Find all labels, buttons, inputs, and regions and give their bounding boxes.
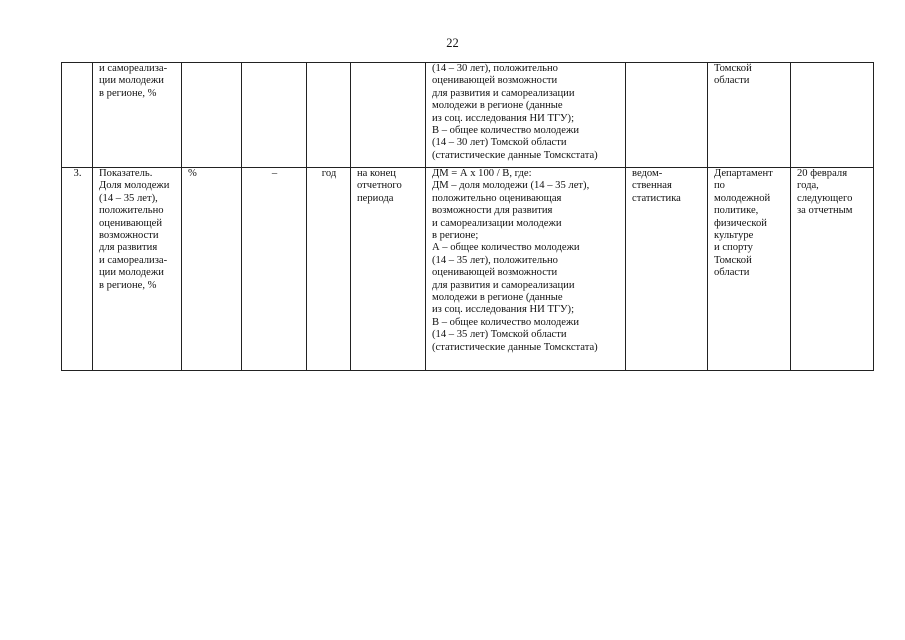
cell-formula-line: положительно оценивающая bbox=[432, 192, 562, 204]
cell-indicator-line: в регионе, % bbox=[99, 87, 157, 99]
cell-deadline-line: следующего bbox=[797, 192, 853, 204]
cell-formula bbox=[426, 168, 626, 371]
cell-time-line: отчетного bbox=[357, 180, 402, 192]
cell-indicator-line: для развития bbox=[99, 242, 158, 254]
cell-base bbox=[242, 168, 307, 371]
cell-formula-line: возможности для развития bbox=[432, 205, 553, 217]
cell-indicator bbox=[93, 63, 182, 168]
cell-formula-line: из соц. исследования НИ ТГУ); bbox=[432, 304, 575, 316]
cell-indicator-line: Показатель. bbox=[99, 168, 153, 179]
cell-indicator-line: оценивающей bbox=[99, 217, 163, 229]
cell-indicator-line: положительно bbox=[99, 205, 164, 217]
cell-formula-line: (14 – 35 лет) Томской области bbox=[432, 329, 567, 341]
cell-deadline bbox=[791, 168, 874, 371]
cell-number bbox=[62, 168, 93, 371]
cell-periodicity bbox=[307, 63, 351, 168]
cell-periodicity-text: год bbox=[321, 168, 337, 179]
indicator-table bbox=[61, 62, 874, 371]
cell-time bbox=[351, 63, 426, 168]
cell-responsible-line: молодежной bbox=[714, 192, 771, 204]
cell-formula-line: ДМ – доля молодежи (14 – 35 лет), bbox=[432, 180, 590, 192]
cell-time bbox=[351, 168, 426, 371]
cell-responsible-line: и спорту bbox=[714, 242, 753, 254]
cell-formula-line: (статистические данные Томскстата) bbox=[432, 341, 598, 353]
cell-responsible-line: Департамент bbox=[714, 168, 773, 179]
cell-indicator-line: возможности bbox=[99, 230, 159, 242]
cell-formula-line: для развития и самореализации bbox=[432, 279, 575, 291]
cell-unit bbox=[182, 168, 242, 371]
cell-number bbox=[62, 63, 93, 168]
page-number: 22 bbox=[446, 36, 459, 50]
cell-source-line: ведом- bbox=[632, 168, 663, 179]
cell-formula-line: В – общее количество молодежи bbox=[432, 316, 579, 328]
cell-source-line: ственная bbox=[632, 180, 672, 192]
cell-indicator-line: Доля молодежи bbox=[99, 180, 170, 192]
cell-indicator-line: и самореализа- bbox=[99, 254, 168, 266]
cell-deadline-line: года, bbox=[797, 180, 819, 192]
cell-responsible-line: физической bbox=[714, 217, 767, 229]
cell-formula-line: (14 – 30 лет), положительно bbox=[432, 63, 558, 74]
cell-indicator-line: в регионе, % bbox=[99, 279, 157, 291]
cell-formula-line: оценивающей возможности bbox=[432, 267, 558, 279]
cell-unit bbox=[182, 63, 242, 168]
cell-responsible bbox=[708, 63, 791, 168]
cell-source bbox=[626, 168, 708, 371]
cell-formula-line: из соц. исследования НИ ТГУ); bbox=[432, 112, 575, 124]
cell-indicator-line: ции молодежи bbox=[99, 75, 164, 87]
cell-responsible-line: области bbox=[714, 75, 750, 87]
cell-base-text: – bbox=[271, 168, 278, 179]
cell-responsible-line: Томской bbox=[714, 254, 752, 266]
cell-formula bbox=[426, 63, 626, 168]
cell-deadline-line: 20 февраля bbox=[797, 168, 848, 179]
cell-responsible-line: политике, bbox=[714, 205, 759, 217]
cell-formula-line: молодежи в регионе (данные bbox=[432, 100, 563, 112]
cell-formula-line: (14 – 30 лет) Томской области bbox=[432, 137, 567, 149]
cell-formula-line: ДМ = А х 100 / В, где: bbox=[432, 168, 532, 179]
cell-indicator-line: и самореализа- bbox=[99, 63, 168, 74]
cell-responsible-line: культуре bbox=[714, 230, 754, 242]
cell-responsible bbox=[708, 168, 791, 371]
cell-indicator-line: (14 – 35 лет), bbox=[99, 192, 158, 204]
cell-unit-text: % bbox=[188, 168, 197, 179]
cell-formula-line: для развития и самореализации bbox=[432, 87, 575, 99]
table-row bbox=[62, 168, 874, 371]
cell-formula-line: В – общее количество молодежи bbox=[432, 125, 579, 137]
cell-responsible-line: по bbox=[714, 180, 725, 192]
cell-indicator bbox=[93, 168, 182, 371]
cell-formula-line: молодежи в регионе (данные bbox=[432, 292, 563, 304]
cell-source bbox=[626, 63, 708, 168]
cell-time-line: периода bbox=[357, 192, 394, 204]
cell-number-text: 3. bbox=[73, 168, 82, 179]
cell-base bbox=[242, 63, 307, 168]
cell-formula-line: оценивающей возможности bbox=[432, 75, 558, 87]
cell-responsible-line: области bbox=[714, 267, 750, 279]
cell-deadline bbox=[791, 63, 874, 168]
cell-time-line: на конец bbox=[357, 168, 396, 179]
cell-formula-line: в регионе; bbox=[432, 230, 479, 242]
cell-formula-line: А – общее количество молодежи bbox=[432, 242, 580, 254]
cell-formula-line: (статистические данные Томскстата) bbox=[432, 149, 598, 161]
cell-indicator-line: ции молодежи bbox=[99, 267, 164, 279]
table-row bbox=[62, 63, 874, 168]
cell-formula-line: и самореализации молодежи bbox=[432, 217, 562, 229]
cell-formula-line: (14 – 35 лет), положительно bbox=[432, 254, 558, 266]
cell-periodicity bbox=[307, 168, 351, 371]
cell-deadline-line: за отчетным bbox=[797, 205, 853, 217]
cell-responsible-line: Томской bbox=[714, 63, 752, 74]
cell-source-line: статистика bbox=[632, 192, 681, 204]
